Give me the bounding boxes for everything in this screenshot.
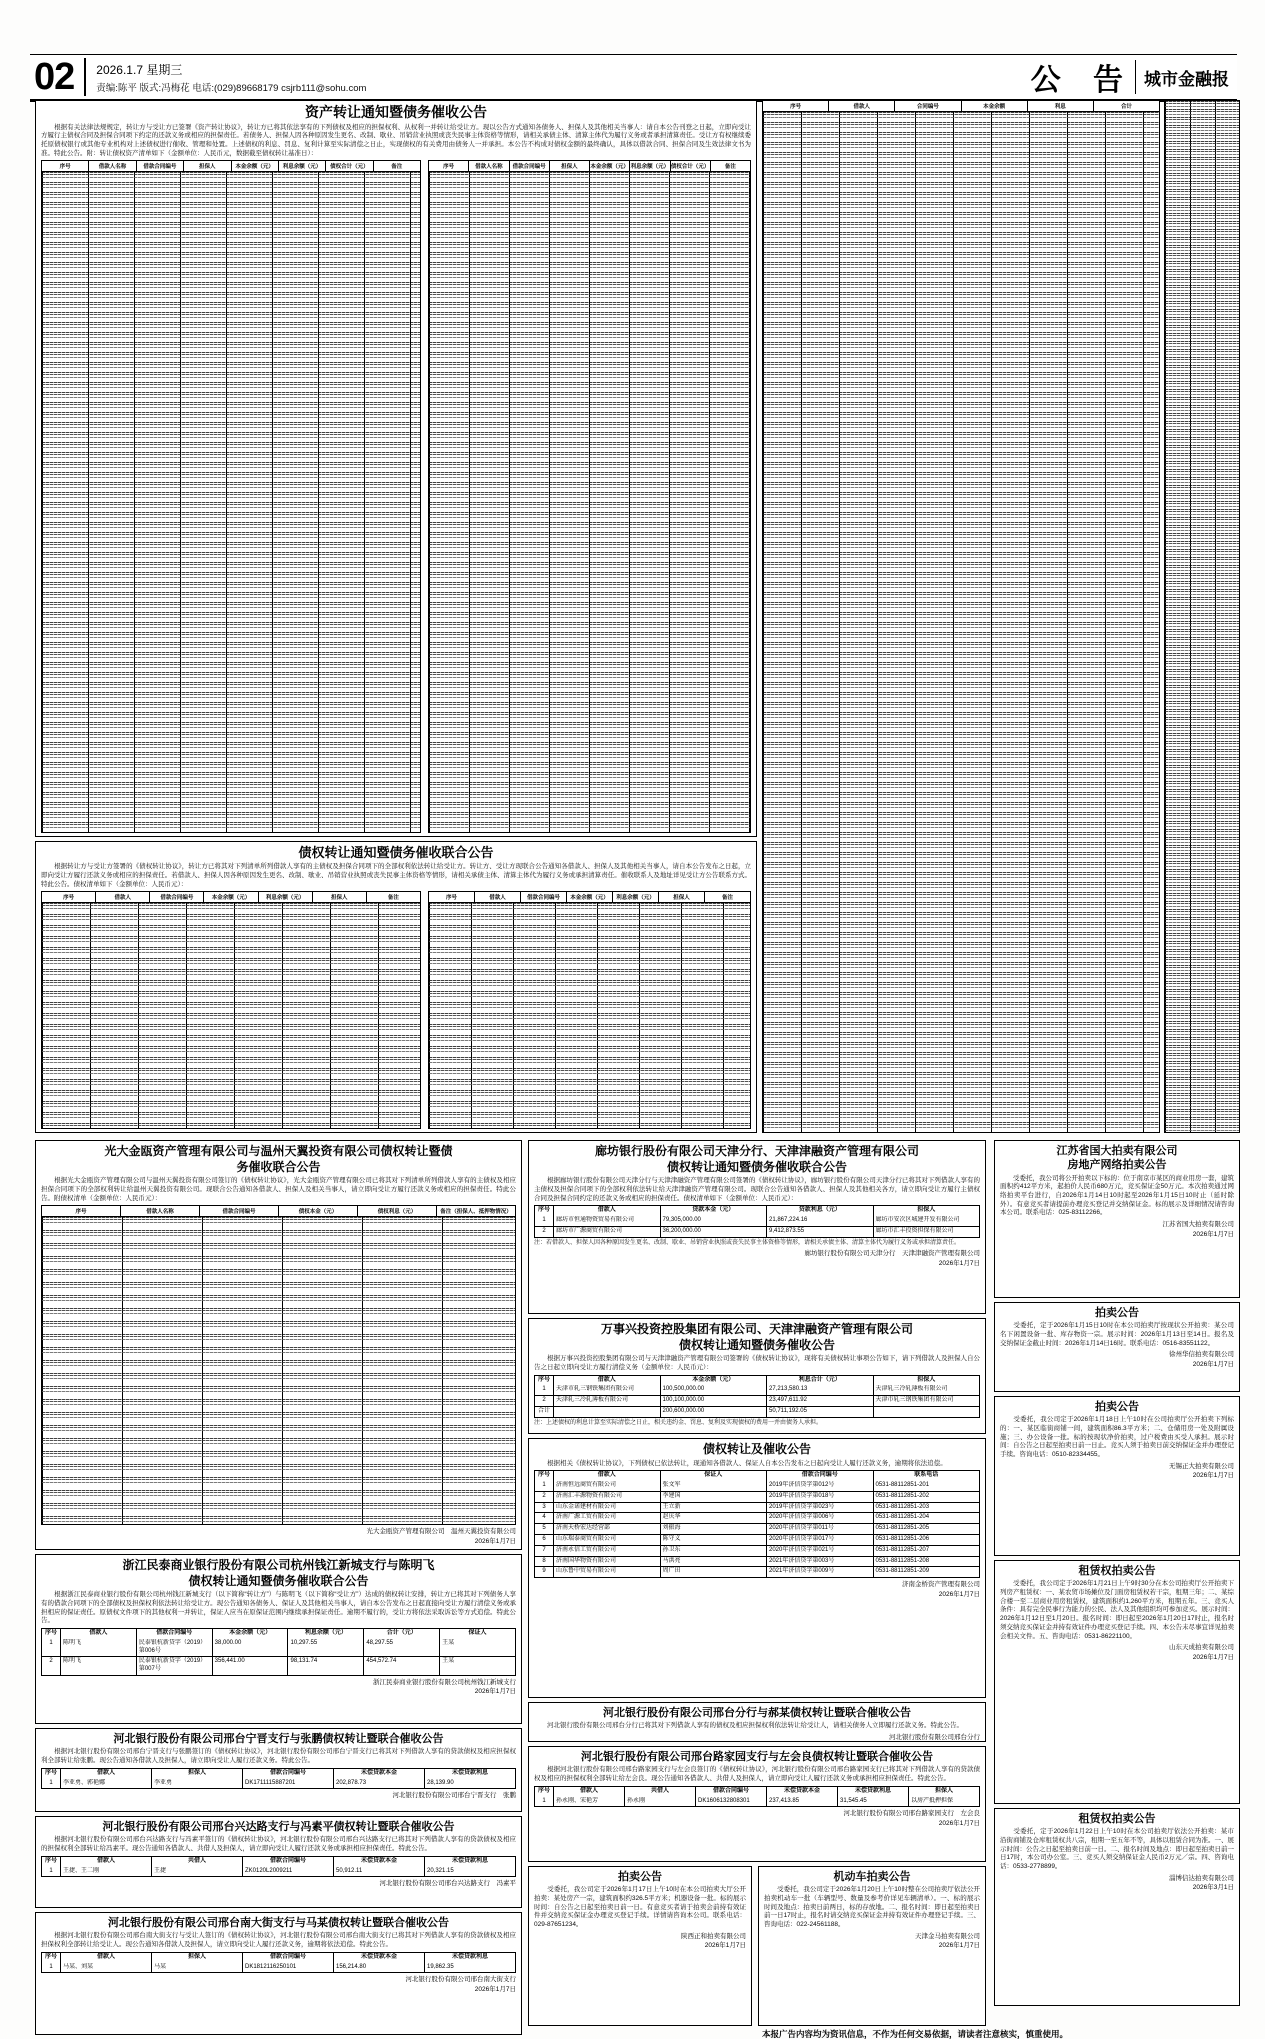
table-header-cell: 债权合计（元） [671, 161, 711, 171]
table-row: 3 山东金诺建材有限公司 王立新 2019年济信贷字第023号 0531-88112851-203 [535, 1502, 979, 1513]
signature-line: 河北银行股份有限公司邢台分行 [889, 1734, 980, 1741]
table-header-cell: 备注 [724, 164, 736, 171]
signature-block [1000, 1220, 1234, 1239]
section-title: 公 告 [1030, 64, 1135, 97]
table-header-cell: 借款合同编号 [137, 161, 184, 171]
table-header-cell: 序号 [429, 892, 475, 902]
table-header-cell: 未偿贷款利息 [451, 1953, 488, 1960]
asset-table-group-1 [41, 160, 421, 833]
signature-line: 淄博信达拍卖有限公司 [1169, 1874, 1234, 1882]
table-row: 6 山东瑞泰商贸有限公司 陈守义 2020年济信贷字第017号 0531-88112851-206 [535, 1534, 979, 1545]
article-body: 受委托，我公司定于2026年1月21日上午9时30分在本公司拍卖厅公开拍卖下列房产租赁权：一、某农贸市场摊位及门面房租赁权若干宗，租期三年；二、某综合楼一至二层商业用房租赁权，建筑面积约1,260平方米，租期五年。三、竞买人条件：具有完全民事行为能力的公民、法人及其他组织均可参加竞买。展示时间：2026年1月12日至1月20日。报名时间：即日起至2026年1月20日17时止，报名时须交纳竞买保证金并持有效证件办理竞买登记手续。四、本公告未尽事宜详见拍卖会相关文件。五、咨询电话：0531-86221100。 [1000, 1580, 1234, 1640]
table-body [42, 1779, 515, 1789]
article-langfang-bank [528, 1140, 986, 1314]
table-row: 9 山东鲁中贸易有限公司 周广田 2021年济信贷字第009号 0531-88112851-209 [535, 1566, 979, 1577]
table-header-cell: 借款人 [61, 1857, 152, 1867]
article-vehicle-auction-notice [758, 1866, 986, 2026]
table-header-cell: 共借人 [152, 1857, 243, 1867]
table-body [535, 1385, 979, 1416]
table-row: 5 济南天桥宏达经营部 刘振海 2020年济信贷字第011号 0531-88112851-205 [535, 1523, 979, 1534]
asset-table-groups [41, 160, 751, 833]
signature-block [41, 1527, 516, 1546]
article-title-line2: 务催收联合公告 [236, 1159, 321, 1174]
dense-data-table [762, 111, 1160, 1133]
article-guangda-jinou [35, 1140, 522, 1550]
table-body [535, 1797, 979, 1807]
table-header-cell: 借款合同编号 [510, 161, 550, 171]
article-title: 机动车拍卖公告 [833, 1871, 911, 1883]
signature-block [764, 1932, 980, 1951]
signature-block [41, 1678, 516, 1697]
article-jiangsu-guoda-auction [994, 1140, 1240, 1298]
table-header-row [762, 100, 1160, 111]
micro-table [41, 1628, 516, 1676]
article-body: 受委托，定于2026年1月15日10时在本公司拍卖厅按现状公开拍卖：某公司名下闲置设备一批、库存物资一宗。展示时间：2026年1月13日至14日。报名及交纳保证金截止时间：2026年1月14日16时。联系电话：0516-83551122。 [1000, 1322, 1234, 1347]
table-header-row [535, 1471, 979, 1481]
table-header-cell: 合计 [1120, 104, 1132, 110]
table-header-cell: 借款合同编号 [243, 1857, 334, 1867]
article-body: 受委托，定于2026年1月22日上午10时在本公司拍卖厅依法公开拍卖：某市沿街商铺及仓库租赁权共八宗，租期一至五年不等，具体以租赁合同为准。一、展示时间：公告之日起至拍卖日前一日。二、报名时间及地点：即日起至拍卖日前一日17时，本公司办公室。三、竞买人须交纳保证金人民币2万元／宗。四、咨询电话：0533-2778899。 [1000, 1828, 1234, 1871]
micro-table [534, 1205, 980, 1237]
table-header-cell: 未偿贷款本金 [334, 1769, 425, 1779]
table-header-cell: 借款合同编号 [243, 1953, 334, 1963]
table-header-cell: 借款人 [554, 1376, 661, 1386]
article-auction-notice-2 [994, 1302, 1240, 1392]
asset-table-group-2 [428, 160, 751, 833]
article-title: 租赁权拍卖公告 [1078, 1565, 1156, 1577]
table-body [42, 1963, 515, 1973]
article-hebei-nandajie [35, 1912, 522, 2035]
article-body: 根据廊坊银行股份有限公司天津分行与天津津融资产管理有限公司签署的《债权转让协议》，廊坊银行股份有限公司天津分行已将其对下列借款人享有的主债权及担保合同项下的全部权利依法转让给天津津融资产管理有限公司。现联合公告通知各借款人、担保人及其他相关各方，请立即向受让方履行主债权合同及担保合同约定的还款义务或相应的担保责任。债权清单如下（金额单位：人民币元）： [534, 1177, 980, 1202]
table-header-cell: 序号 [42, 1206, 121, 1216]
table-header-cell: 担保人 [934, 1787, 953, 1794]
article-body: 根据河北银行股份有限公司邢台兴达路支行与冯素平签订的《债权转让协议》，河北银行股份有限公司邢台兴达路支行已将其对下列借款人享有的贷款债权及相应的担保权利全部转让给冯素平。现公告通知各借款人、共借人及担保人，请立即向受让人履行还款义务或承担相应担保责任。特此公告。 [41, 1836, 516, 1852]
article-body: 根据河北银行股份有限公司邢台路家园支行与左会良签订的《债权转让协议》，河北银行股份有限公司邢台路家园支行已将其对下列借款人享有的贷款债权及相应的担保权利全部转让给左会良。现公告通知各借款人、共借人及担保人，请立即向受让人履行还款义务或承担相应担保责任。特此公告。 [534, 1766, 980, 1782]
article-hebei-ningjin [35, 1728, 522, 1812]
article-title: 租赁权拍卖公告 [1078, 1813, 1156, 1825]
table-header-row [41, 160, 421, 171]
table-row: 合计 200,600,000.00 50,711,192.05 [535, 1406, 979, 1417]
table-header-cell: 担保人 [917, 1376, 936, 1383]
micro-table [534, 1786, 980, 1808]
article-title: 河北银行股份有限公司邢台路家园支行与左会良债权转让暨联合催收公告 [581, 1751, 933, 1763]
signature-block [1000, 1874, 1234, 1893]
table-header-cell: 序号 [535, 1471, 554, 1481]
article-title: 拍卖公告 [1095, 1307, 1139, 1319]
signature-line: 河北银行股份有限公司邢台路家园支行 左会良 [843, 1810, 980, 1818]
table-header-row [42, 1953, 515, 1963]
table-header-cell: 合计（元） [364, 1629, 440, 1639]
signature-block [41, 1879, 516, 1888]
table-header-cell: 未偿贷款利息 [451, 1857, 488, 1864]
far-right-dense-table-region [1164, 100, 1240, 1133]
credit-table-groups [41, 891, 751, 1129]
dense-data-table [41, 171, 421, 833]
table-header-cell: 担保人 [659, 892, 705, 902]
signature-line: 浙江民泰商业银行股份有限公司杭州钱江新城支行 [373, 1678, 516, 1686]
article-auction-notice-3 [994, 1396, 1240, 1556]
article-body: 根据有关法律法规规定，转让方与受让方已签署《资产转让协议》，转让方已将其依法享有的下列债权及相应的担保权利、从权利一并转让给受让方。现以公告方式通知各债务人、担保人及其他相关当事人：请自本公告刊登之日起，立即向受让方履行主债权合同及担保合同项下约定的还款义务或相应的担保责任。若债务人、担保人因各种原因发生更名、改制、歇业、吊销营业执照或丧失民事主体资格等情形，请相关承债主体、清算主体代为履行义务或者承担清算责任。受让方有权继续委托原债权银行或其他专业机构对上述债权进行催收、管理和处置。上述债权的利息、罚息、复利计算至实际清偿之日止，实现债权的有关费用由债务人一并承担。本公告不构成对债权金额的最终确认，具体以借款合同、担保合同及生效法律文书为准。特此公告。附：转让债权资产清单如下（金额单位：人民币元，数据截至债权转让基准日）： [41, 123, 751, 157]
table-header-cell: 本金余额（元） [204, 892, 258, 902]
table-row: 2 济南汇丰源物资有限公司 李建国 2019年济信贷字第018号 0531-88112851-202 [535, 1491, 979, 1502]
signature-block [534, 1580, 980, 1599]
signature-line: 2026年1月7日 [938, 1819, 980, 1827]
table-header-row [535, 1206, 979, 1216]
table-header-cell: 担保人 [152, 1953, 243, 1963]
article-title-line2: 债权转让通知暨债务催收联合公告 [666, 1159, 847, 1174]
page-number: 02 [34, 56, 75, 98]
table-header-cell: 利息余额（元） [279, 161, 326, 171]
table-header-cell: 贷款本金（元） [661, 1206, 768, 1216]
signature-line: 2026年1月7日 [938, 1590, 980, 1598]
article-body: 受委托，我公司将公开拍卖以下标的：位于南京市某区的商业用房一套，建筑面积约412平方米，起拍价人民币680万元，竞买保证金50万元。本次拍卖通过网络拍卖平台进行，自2026年1月14日10时起至2026年1月15日10时止（延时除外）。有意竞买者请提前办理竞买登记并交纳保证金。标的展示及详细情况请咨询本公司。联系电话：025-83112266。 [1000, 1174, 1234, 1217]
table-header-cell: 债权本金（元） [279, 1206, 358, 1216]
signature-line: 2026年1月7日 [474, 1537, 516, 1545]
table-header-cell: 利息余额（元） [288, 1629, 364, 1639]
table-header-cell: 债权合计（元） [326, 161, 373, 171]
table-row: 1 济南恒远商贸有限公司 张文军 2019年济信贷字第012号 0531-88112851-201 [535, 1481, 979, 1491]
table-header-cell: 借款人 [554, 1471, 661, 1481]
signature-line: 2026年1月7日 [474, 1985, 516, 1993]
table-header-cell: 本金余额（元） [213, 1629, 289, 1639]
table-header-cell: 备注 [721, 895, 733, 902]
table-header-cell: 担保人 [184, 161, 231, 171]
signature-block [534, 1932, 746, 1951]
table-header-cell: 借款合同编号 [521, 892, 567, 902]
article-body: 根据浙江民泰商业银行股份有限公司杭州钱江新城支行（以下简称“转让方”）与陈明飞（以下简称“受让方”）达成的债权转让安排，转让方已将其对下列债务人享有的借款合同项下的全部债权及担保权利依法转让给受让方。现公告通知各债务人、保证人及其他相关当事人，请自本公告发布之日起直接向受让方履行清偿义务或承担相应的保证责任。原债权文件项下的其他权利一并转让，保证人应当在原保证范围内继续承担保证责任。逾期不履行的，受让方将依法采取诉讼等方式追偿。特此公告。 [41, 1591, 516, 1625]
table-row: 8 济南国华物资有限公司 马洪亮 2021年济信贷字第003号 0531-88112851-208 [535, 1556, 979, 1567]
table-header-cell: 本金余额（元） [590, 161, 630, 171]
table-header-cell: 贷款利息（元） [767, 1206, 874, 1216]
signature-line: 河北银行股份有限公司邢台宁晋支行 张鹏 [392, 1792, 516, 1800]
table-header-cell: 利息合计（元） [767, 1376, 874, 1386]
table-header-cell: 借款人名称 [121, 1206, 200, 1216]
article-title: 河北银行股份有限公司邢台分行与郝某债权转让暨联合催收公告 [603, 1707, 911, 1719]
table-row: 1 陈明飞 民泰银杭新贷字（2019）第006号 38,000.00 10,297.55 48,297.55 王某 [42, 1639, 515, 1657]
micro-table [41, 1768, 516, 1790]
signature-line: 济南金桥资产管理有限公司 [902, 1581, 980, 1589]
table-header-cell: 联系电话 [914, 1472, 939, 1479]
article-title: 河北银行股份有限公司邢台兴达路支行与冯素平债权转让暨联合催收公告 [102, 1821, 455, 1833]
editors-line: 责编:陈平 版式:冯梅花 电话:(029)89668179 csjrb111@sohu.com [96, 82, 367, 94]
signature-line: 河北银行股份有限公司邢台南大街支行 [405, 1976, 516, 1984]
table-row: 1 王捷、王二刚 王捷 ZK0120L2009211 50,912.11 20,321.15 [42, 1867, 515, 1877]
table-header-cell: 借款人 [61, 1629, 137, 1639]
article-title: 拍卖公告 [618, 1871, 662, 1883]
table-body [42, 1867, 515, 1877]
signature-block [1000, 1462, 1234, 1481]
signature-line: 天津金马拍卖有限公司 [915, 1932, 980, 1940]
table-header-cell: 序号 [42, 1629, 61, 1639]
article-asset-transfer-notice [35, 100, 757, 837]
table-header-row [428, 160, 751, 171]
signature-block [41, 1975, 516, 1994]
table-header-cell: 担保人 [550, 161, 590, 171]
article-hebei-xingda [35, 1816, 522, 1908]
table-header-cell: 借款合同编号 [243, 1769, 334, 1779]
table-header-cell: 保证人 [468, 1630, 487, 1636]
table-header-cell: 借款人 [554, 1206, 661, 1216]
article-hebei-lujiayuan [528, 1746, 986, 1862]
table-row: 1 天津市轧三钢铁集团有限公司 100,500,000.00 27,213,580.13 天津轧三冷轧薄板有限公司 [535, 1385, 979, 1395]
article-title-line2: 债权转让通知暨债务催收公告 [678, 1337, 835, 1352]
table-header-cell: 借款人 [96, 892, 150, 902]
micro-table [41, 1952, 516, 1974]
table-header-row [42, 1769, 515, 1779]
signature-line: 2026年1月7日 [938, 1942, 980, 1950]
article-body: 受委托，我公司定于2026年1月17日上午10时在本公司拍卖大厅公开拍卖：某处房产一宗，建筑面积约326.5平方米；机器设备一批。标的展示时间：自公告之日起至拍卖日前一日。有意竞买者请于拍卖会前持有效证件并交纳竞买保证金办理竞买登记手续。详情请咨询本公司。联系电话：029-87651234。 [534, 1886, 746, 1929]
article-body: 根据相关《债权转让协议》，下列债权已依法转让，现通知各借款人、保证人自本公告发布之日起向受让人履行还款义务，逾期将依法追偿。 [534, 1459, 947, 1467]
table-header-cell: 借款合同编号 [137, 1629, 213, 1639]
article-credit-transfer-joint-notice [35, 841, 757, 1133]
article-body: 根据河北银行股份有限公司邢台南大街支行与受让人签订的《债权转让协议》，河北银行股份有限公司邢台南大街支行已将其对下列借款人享有的贷款债权及相应担保权利全部转让给受让人。现公告通知各借款人及担保人，请立即向受让人履行还款义务，逾期将依法追偿。特此公告。 [41, 1932, 516, 1948]
article-body: 受委托，我公司定于2026年1月18日上午10时在公司拍卖厅公开拍卖下列标的：一、某区临街商铺一间，建筑面积86.3平方米；二、仓储用房一处及附属设施；三、办公设备一批。标的按现状净价拍卖，过户税费由买受人承担。展示时间：自公告之日起至拍卖日前一日止。竞买人须于拍卖日前交纳保证金并办理登记手续。咨询电话：0510-82334455。 [1000, 1416, 1234, 1459]
table-header-cell: 序号 [42, 892, 96, 902]
article-title: 资产转让通知暨债务催收公告 [305, 104, 487, 120]
article-credit-transfer-collection [528, 1438, 986, 1698]
credit-table-group-1 [41, 891, 421, 1129]
table-header-cell: 序号 [42, 1953, 61, 1963]
article-title: 河北银行股份有限公司邢台南大街支行与马某债权转让暨联合催收公告 [108, 1917, 449, 1929]
signature-line: 江苏省国大拍卖有限公司 [1162, 1221, 1234, 1229]
table-header-cell: 担保人 [917, 1207, 936, 1214]
table-header-cell: 借款人 [829, 101, 895, 111]
article-title-line2: 房地产网络拍卖公告 [1067, 1159, 1167, 1172]
table-header-cell: 本金余额 [962, 101, 1028, 111]
signature-block [1000, 1643, 1234, 1662]
article-lease-auction-notice-1 [994, 1560, 1240, 1804]
signature-line: 2026年1月7日 [938, 1259, 980, 1267]
signature-line: 无锡正大拍卖有限公司 [1169, 1462, 1234, 1470]
table-header-cell: 保证人 [661, 1471, 768, 1481]
table-header-cell: 序号 [42, 1769, 61, 1779]
table-header-cell: 借款人名称 [469, 161, 509, 171]
table-header-cell: 共借人 [625, 1787, 696, 1797]
table-header-row [535, 1787, 979, 1797]
signature-block [534, 1809, 980, 1828]
table-row: 2 天津轧三冷轧薄板有限公司 100,100,000.00 23,497,611.92 天津市轧三钢铁集团有限公司 [535, 1395, 979, 1406]
credit-table-group-2 [428, 891, 751, 1129]
table-header-cell: 债权利息（元） [358, 1206, 437, 1216]
table-row: 1 李亚勇、郭艳娜 李亚勇 DK1711115887201 202,878.73 28,139.90 [42, 1779, 515, 1789]
article-title-line2: 债权转让通知暨债务催收联合公告 [188, 1573, 369, 1588]
masthead: 城市金融报 [1144, 69, 1229, 89]
table-header-cell: 备注（担保人、抵押物情况） [440, 1209, 512, 1216]
article-wanshixing [528, 1318, 986, 1434]
signature-line: 光大金瓯资产管理有限公司 温州天翼投资有限公司 [366, 1528, 516, 1536]
table-header-cell: 利息余额（元） [630, 161, 670, 171]
table-header-cell: 备注 [391, 164, 403, 171]
signature-line: 陕西正和拍卖有限公司 [681, 1932, 746, 1940]
signature-line: 廊坊银行股份有限公司天津分行 天津津融资产管理有限公司 [804, 1250, 980, 1258]
signature-block [41, 1791, 516, 1800]
dense-data-table [41, 1216, 516, 1525]
table-header-cell: 借款人 [61, 1769, 152, 1779]
table-header-cell: 未偿贷款本金 [334, 1857, 425, 1867]
article-note: 注：上述债权的利息计算至实际清偿之日止，相关违约金、罚息、复利及实现债权的费用一并由债务人承担。 [534, 1419, 823, 1426]
issue-date: 2026.1.7 星期三 [96, 62, 183, 77]
table-header-cell: 利息余额（元） [259, 892, 313, 902]
table-header-cell: 序号 [429, 161, 469, 171]
dense-data-table [428, 902, 751, 1129]
article-title: 光大金瓯资产管理有限公司与温州天翼投资有限公司债权转让暨债 [104, 1144, 453, 1158]
article-title: 江苏省国大拍卖有限公司 [1056, 1145, 1178, 1157]
table-header-row [535, 1376, 979, 1386]
signature-line: 2026年1月7日 [1192, 1472, 1234, 1480]
table-row: 2 廊坊市广源商贸有限公司 36,200,000.00 9,412,873.55 廊坊市汇丰投资担保有限公司 [535, 1226, 979, 1237]
table-header-cell: 借款人 [554, 1787, 625, 1797]
table-header-cell: 序号 [535, 1376, 554, 1386]
micro-table [41, 1856, 516, 1878]
dense-data-table [428, 171, 751, 833]
table-header-cell: 序号 [535, 1206, 554, 1216]
table-body [42, 1639, 515, 1675]
article-body: 根据光大金瓯资产管理有限公司与温州天翼投资有限公司签订的《债权转让协议》，光大金瓯资产管理有限公司已将其对下列清单所列借款人享有的主债权及相应担保合同项下的全部权利转让给温州天翼投资有限公司。现联合公告通知各借款人、担保人及相关当事人，请立即向受让方履行还款义务或相应的担保责任。特此公告。附债权清单（金额单位：人民币元）： [41, 1177, 516, 1202]
issue-info [86, 55, 376, 99]
article-note: 注：若借款人、担保人因各种原因发生更名、改制、歇业、吊销营业执照或丧失民事主体资格等情形，请相关承债主体、清算主体代为履行义务或承担清算责任。 [534, 1239, 961, 1246]
article-body: 根据转让方与受让方签署的《债权转让协议》，转让方已将其对下列清单所列借款人享有的主债权及担保合同项下的全部权利依法转让给受让方。转让方、受让方现联合公告通知各借款人、担保人及其他相关当事人，请自本公告发布之日起，立即向受让方履行还款义务或相应的担保责任。若借款人、担保人因各种原因发生更名、改制、歇业、吊销营业执照或丧失民事主体资格等情形，请相关承债主体、清算主体代为履行义务或承担清算责任。催收联系人及地址详见受让方公告联系方式。特此公告。债权清单如下（金额单位：人民币元）： [41, 863, 751, 888]
table-header-cell: 借款合同编号 [696, 1787, 767, 1797]
signature-block [1000, 1350, 1234, 1369]
table-header-cell: 未偿贷款利息 [838, 1787, 909, 1797]
table-header-row [428, 891, 751, 902]
table-header-cell: 本金余额（元） [232, 161, 279, 171]
micro-table [534, 1375, 980, 1418]
signature-line: 2026年1月7日 [474, 1688, 516, 1696]
table-header-cell: 未偿贷款利息 [451, 1769, 488, 1776]
table-header-cell: 序号 [535, 1787, 554, 1797]
table-header-cell: 本金余额（元） [567, 892, 613, 902]
table-header-cell: 借款人名称 [89, 161, 136, 171]
table-header-cell: 利息 [1028, 101, 1094, 111]
signature-line: 河北银行股份有限公司邢台兴达路支行 冯素平 [379, 1880, 516, 1888]
article-body: 受委托，我公司定于2026年1月20日上午10时整在公司拍卖厅依法公开拍卖机动车一批（车辆型号、数量及参考价详见车辆清单）。一、标的展示时间及地点：拍卖日前两日，标的存放地。二、报名时间：即日起至拍卖日前一日17时止，报名时请交纳竞买保证金并持有效证件办理登记手续。三、咨询电话：022-24561188。 [764, 1886, 980, 1929]
article-title: 万事兴投资控股集团有限公司、天津津融资产管理有限公司 [600, 1322, 913, 1336]
table-header-cell: 借款合同编号 [150, 892, 204, 902]
table-header-cell: 序号 [42, 161, 89, 171]
table-row: 1 孙永刚、宋艳芳 孙永刚 DK1606132808301 237,413.85 31,545.45 以房产抵押担保 [535, 1797, 979, 1807]
table-header-row [42, 1629, 515, 1639]
table-header-cell: 序号 [42, 1857, 61, 1867]
signature-line: 2026年3月1日 [1192, 1884, 1234, 1892]
article-hebei-xingtai-branch [528, 1702, 986, 1742]
article-body: 根据河北银行股份有限公司邢台宁晋支行与张鹏签订的《债权转让协议》，河北银行股份有限公司邢台宁晋支行已将其对下列借款人享有的贷款债权及相应担保权利全部转让给张鹏。现公告通知各借款人及担保人，请立即向受让人履行还款义务。特此公告。 [41, 1748, 516, 1764]
table-header-cell: 借款人 [61, 1953, 152, 1963]
right-dense-table-region [762, 100, 1160, 1133]
table-header-cell: 备注 [387, 895, 399, 902]
header-spacer [376, 55, 1020, 99]
article-title: 浙江民泰商业银行股份有限公司杭州钱江新城支行与陈明飞 [122, 1558, 435, 1572]
table-header-cell: 利息余额（元） [613, 892, 659, 902]
table-header-cell: 借款人 [475, 892, 521, 902]
table-header-cell: 未偿贷款本金 [334, 1953, 425, 1963]
table-header-row [41, 1205, 516, 1216]
dense-data-table [1164, 100, 1240, 1133]
article-title: 拍卖公告 [1095, 1401, 1139, 1413]
article-title: 廊坊银行股份有限公司天津分行、天津津融资产管理有限公司 [594, 1144, 919, 1158]
article-lease-auction-notice-2 [994, 1808, 1240, 2006]
table-row: 1 廊坊市恒通物资贸易有限公司 79,305,000.00 21,867,224.16 廊坊市安次区城建开发有限公司 [535, 1216, 979, 1226]
table-header-cell: 借款合同编号 [200, 1206, 279, 1216]
table-header-cell: 担保人 [152, 1769, 243, 1779]
table-header-row [42, 1857, 515, 1867]
table-row: 4 济南广源工贸有限公司 赵庆华 2020年济信贷字第006号 0531-88112851-204 [535, 1512, 979, 1523]
article-title: 河北银行股份有限公司邢台宁晋支行与张鹏债权转让暨联合催收公告 [113, 1733, 444, 1745]
article-body: 河北银行股份有限公司邢台分行已将其对下列借款人享有的债权及相应担保权利依法转让给受让人，请相关债务人立即履行还款义务。特此公告。 [534, 1722, 963, 1730]
table-header-cell: 担保人 [313, 892, 367, 902]
signature-line: 2026年1月7日 [1192, 1360, 1234, 1368]
signature-block [534, 1733, 980, 1742]
table-row: 1 马某、刘某 马某 DK1812116250101 156,214.80 19,862.35 [42, 1963, 515, 1973]
table-header-cell: 本金余额（元） [661, 1376, 768, 1386]
signature-line: 徐州华信拍卖有限公司 [1169, 1351, 1234, 1359]
table-header-row [41, 891, 421, 902]
article-mintai-bank [35, 1554, 522, 1724]
signature-line: 2026年1月7日 [704, 1942, 746, 1950]
signature-line: 2026年1月7日 [1192, 1230, 1234, 1238]
article-auction-notice [528, 1866, 752, 2026]
signature-line: 山东天成拍卖有限公司 [1169, 1644, 1234, 1652]
signature-line: 2026年1月7日 [1192, 1653, 1234, 1661]
table-header-cell: 未偿贷款本金 [767, 1787, 838, 1797]
advert-disclaimer: 本报广告内容均为资讯信息，不作为任何交易依据，请读者注意核实，慎重使用。 [762, 2029, 1069, 2039]
table-header-cell: 序号 [763, 101, 829, 111]
article-title: 债权转让及催收公告 [702, 1442, 811, 1456]
table-header-cell: 借款合同编号 [767, 1471, 874, 1481]
table-row: 7 济南永信工贸有限公司 孙卫东 2020年济信贷字第021号 0531-88112851-207 [535, 1545, 979, 1556]
table-row: 2 陈明飞 民泰银杭新贷字（2019）第007号 356,441.00 98,131.74 454,572.74 王某 [42, 1656, 515, 1675]
article-body: 根据万事兴投资控股集团有限公司与天津津融资产管理有限公司签署的《债权转让协议》，现将有关债权转让事项公告如下，请下列借款人及担保人自公告之日起立即向受让方履行清偿义务（金额单位：人民币元）： [534, 1355, 980, 1371]
page-header [30, 54, 1237, 102]
micro-table [534, 1470, 980, 1578]
table-body [535, 1481, 979, 1577]
article-title: 债权转让通知暨债务催收联合公告 [298, 845, 494, 860]
table-body [535, 1216, 979, 1237]
table-header-cell: 合同编号 [895, 101, 961, 111]
dense-data-table [41, 902, 421, 1129]
signature-block [534, 1249, 980, 1268]
